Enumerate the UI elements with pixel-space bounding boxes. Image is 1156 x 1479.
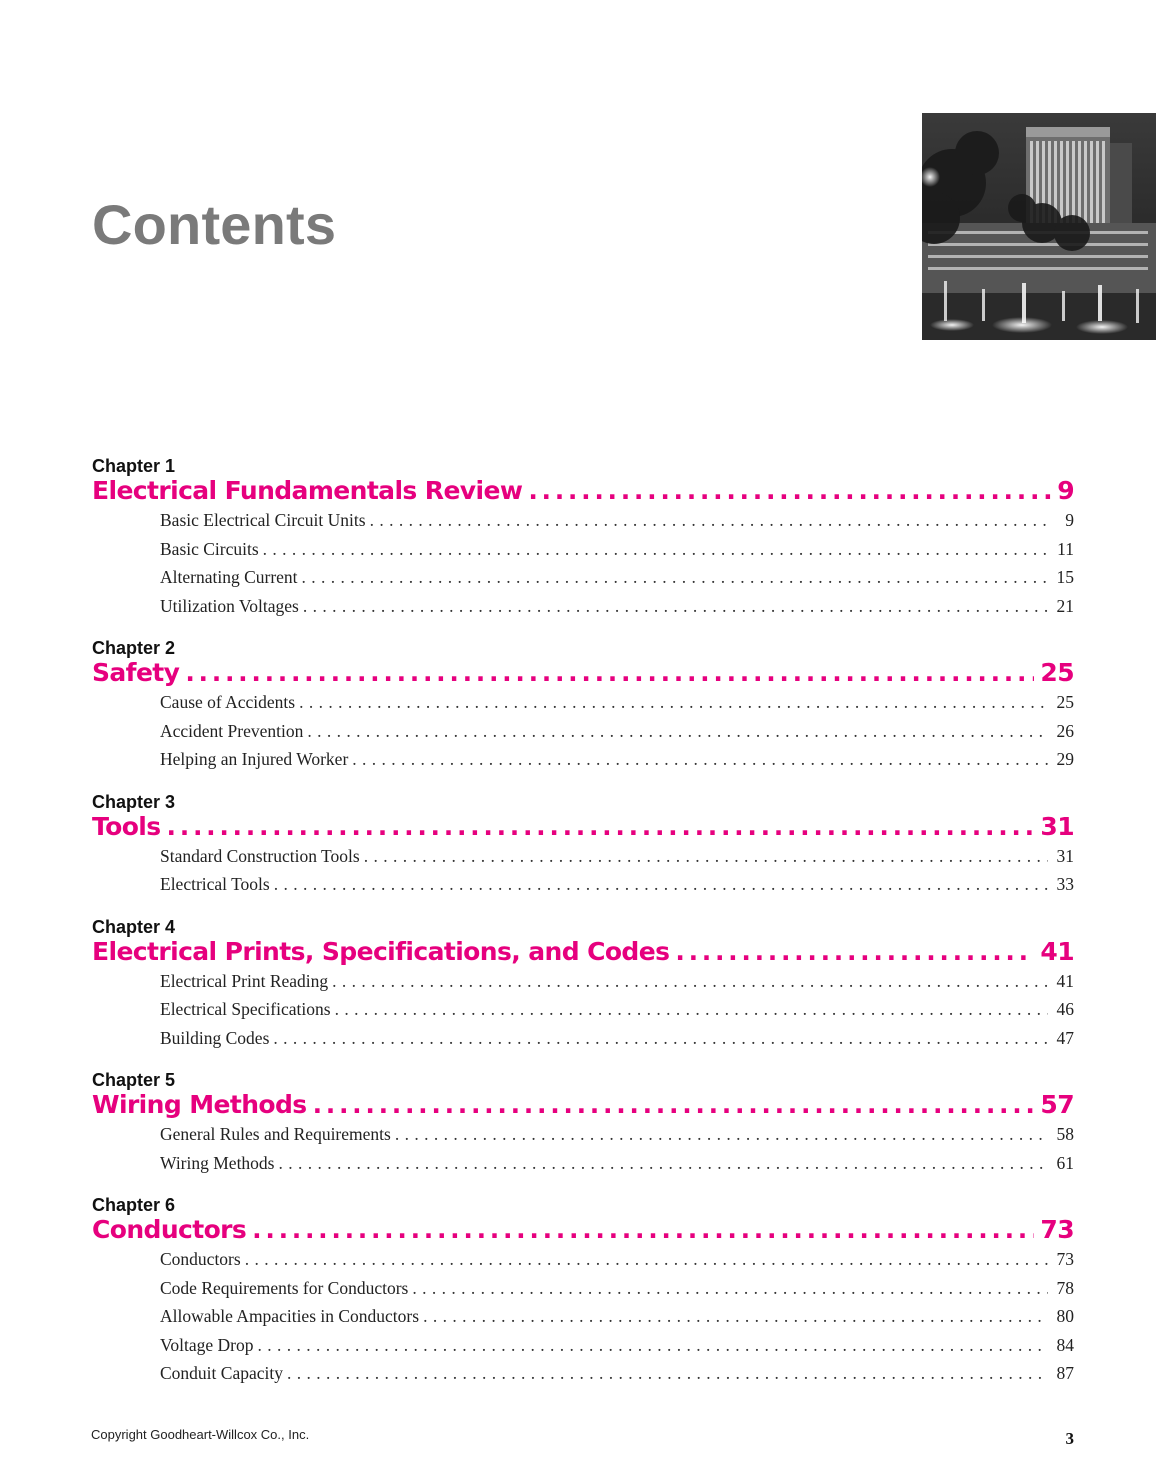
section-page-number: 21 bbox=[1056, 595, 1074, 616]
chapter-page-number: 9 bbox=[1057, 476, 1074, 505]
chapter-title-link[interactable] bbox=[92, 1215, 1074, 1245]
dot-leader bbox=[257, 1331, 1048, 1360]
dot-leader bbox=[245, 1245, 1048, 1274]
section-list bbox=[92, 967, 1074, 1053]
dot-leader bbox=[273, 1024, 1048, 1053]
copyright-notice: Copyright Goodheart-Willcox Co., Inc. bbox=[91, 1427, 310, 1442]
dot-leader bbox=[352, 745, 1048, 774]
dot-leader bbox=[412, 1274, 1048, 1303]
section-entry[interactable] bbox=[160, 1302, 1074, 1331]
section-page-number: 33 bbox=[1056, 874, 1074, 894]
dot-leader bbox=[335, 995, 1048, 1024]
chapter-entry bbox=[92, 1068, 1074, 1177]
chapter-page-number: 57 bbox=[1040, 1090, 1074, 1119]
dot-leader bbox=[370, 506, 1048, 535]
section-entry[interactable] bbox=[160, 1120, 1074, 1149]
section-entry[interactable] bbox=[160, 1024, 1074, 1053]
dot-leader bbox=[252, 1215, 1034, 1245]
dot-leader bbox=[303, 592, 1048, 621]
dot-leader bbox=[274, 870, 1048, 899]
section-title: Utilization Voltages bbox=[160, 595, 299, 616]
chapter-title: Electrical Fundamentals Review bbox=[92, 476, 523, 505]
section-entry[interactable] bbox=[160, 717, 1074, 746]
section-title: Accident Prevention bbox=[160, 720, 304, 741]
chapter-label: Chapter 3 bbox=[92, 791, 176, 812]
section-page-number: 58 bbox=[1056, 1124, 1074, 1144]
chapter-title: Tools bbox=[92, 811, 161, 841]
section-page-number: 73 bbox=[1056, 1249, 1074, 1269]
chapter-entry bbox=[92, 915, 1074, 1053]
section-list bbox=[92, 842, 1074, 899]
section-page-number: 78 bbox=[1056, 1277, 1074, 1298]
section-page-number: 11 bbox=[1057, 538, 1074, 559]
chapter-title: Conductors bbox=[92, 1215, 247, 1244]
dot-leader bbox=[675, 937, 1034, 967]
section-entry[interactable] bbox=[160, 563, 1074, 592]
section-page-number: 46 bbox=[1056, 999, 1074, 1019]
dot-leader bbox=[185, 658, 1034, 688]
dot-leader bbox=[167, 812, 1035, 842]
section-entry[interactable] bbox=[160, 842, 1074, 871]
chapter-title: Electrical Prints, Specifications, and Codes bbox=[92, 936, 670, 966]
section-title: Wiring Methods bbox=[160, 1152, 275, 1173]
section-page-number: 47 bbox=[1056, 1027, 1074, 1048]
section-list bbox=[92, 1120, 1074, 1177]
section-title: Basic Circuits bbox=[160, 538, 259, 559]
section-page-number: 84 bbox=[1056, 1334, 1074, 1355]
page-number: 3 bbox=[1065, 1429, 1074, 1448]
section-page-number: 25 bbox=[1056, 692, 1074, 712]
chapter-label: Chapter 5 bbox=[92, 1070, 176, 1090]
chapter-page-number: 25 bbox=[1040, 658, 1074, 687]
dot-leader bbox=[299, 688, 1048, 717]
chapter-label: Chapter 1 bbox=[92, 456, 176, 476]
section-page-number: 61 bbox=[1056, 1152, 1074, 1173]
section-entry[interactable] bbox=[160, 592, 1074, 621]
chapter-entry bbox=[92, 454, 1074, 620]
section-entry[interactable] bbox=[160, 995, 1074, 1024]
section-page-number: 41 bbox=[1056, 970, 1074, 991]
section-entry[interactable] bbox=[160, 688, 1074, 717]
section-title: Alternating Current bbox=[160, 567, 298, 587]
chapter-entry bbox=[92, 636, 1074, 774]
dot-leader bbox=[279, 1149, 1049, 1178]
section-title: Electrical Print Reading bbox=[160, 970, 329, 991]
section-title: Standard Construction Tools bbox=[160, 845, 360, 866]
chapter-title: Wiring Methods bbox=[92, 1090, 307, 1119]
chapter-title: Safety bbox=[92, 658, 180, 687]
section-title: Conductors bbox=[160, 1249, 241, 1269]
section-title: Electrical Tools bbox=[160, 874, 270, 894]
chapter-title-link[interactable] bbox=[92, 658, 1074, 688]
section-entry[interactable] bbox=[160, 1331, 1074, 1360]
dot-leader bbox=[528, 476, 1051, 506]
section-title: Building Codes bbox=[160, 1027, 270, 1048]
section-title: Electrical Specifications bbox=[160, 999, 331, 1019]
section-entry[interactable] bbox=[160, 1274, 1074, 1303]
section-list bbox=[92, 506, 1074, 620]
chapter-entry bbox=[92, 1193, 1074, 1388]
section-title: Voltage Drop bbox=[160, 1334, 254, 1355]
section-list bbox=[92, 688, 1074, 774]
chapter-label: Chapter 4 bbox=[92, 916, 176, 937]
section-page-number: 87 bbox=[1056, 1363, 1074, 1383]
chapter-title-link[interactable] bbox=[92, 812, 1074, 842]
chapter-page-number: 31 bbox=[1040, 811, 1074, 841]
section-entry[interactable] bbox=[160, 1245, 1074, 1274]
section-list bbox=[92, 1245, 1074, 1388]
section-page-number: 31 bbox=[1056, 845, 1074, 866]
dot-leader bbox=[395, 1120, 1048, 1149]
section-title: General Rules and Requirements bbox=[160, 1124, 391, 1144]
section-title: Code Requirements for Conductors bbox=[160, 1277, 409, 1298]
dot-leader bbox=[332, 967, 1048, 996]
section-page-number: 29 bbox=[1056, 749, 1074, 769]
section-entry[interactable] bbox=[160, 506, 1074, 535]
dot-leader bbox=[313, 1090, 1035, 1120]
dot-leader bbox=[364, 842, 1048, 871]
section-title: Conduit Capacity bbox=[160, 1363, 283, 1383]
chapter-title-link[interactable] bbox=[92, 937, 1074, 967]
chapter-entry bbox=[92, 790, 1074, 899]
chapter-page-number: 41 bbox=[1040, 936, 1074, 966]
chapter-title-link[interactable] bbox=[92, 476, 1074, 506]
dot-leader bbox=[302, 563, 1048, 592]
chapter-title-link[interactable] bbox=[92, 1090, 1074, 1120]
section-title: Cause of Accidents bbox=[160, 692, 296, 712]
dot-leader bbox=[263, 535, 1048, 564]
dot-leader bbox=[423, 1302, 1048, 1331]
chapter-label: Chapter 2 bbox=[92, 638, 176, 658]
section-page-number: 26 bbox=[1056, 720, 1074, 741]
section-entry[interactable] bbox=[160, 967, 1074, 996]
table-of-contents bbox=[92, 454, 1074, 1404]
section-entry[interactable] bbox=[160, 870, 1074, 899]
section-page-number: 9 bbox=[1065, 510, 1074, 530]
chapter-label: Chapter 6 bbox=[92, 1195, 176, 1215]
dot-leader bbox=[287, 1359, 1048, 1388]
section-entry[interactable] bbox=[160, 1149, 1074, 1178]
section-title: Basic Electrical Circuit Units bbox=[160, 510, 366, 530]
city-building-night-photo bbox=[922, 113, 1156, 340]
section-entry[interactable] bbox=[160, 1359, 1074, 1388]
dot-leader bbox=[307, 717, 1048, 746]
section-entry[interactable] bbox=[160, 745, 1074, 774]
section-page-number: 15 bbox=[1056, 567, 1074, 587]
page-title: Contents bbox=[92, 193, 337, 256]
chapter-page-number: 73 bbox=[1040, 1215, 1074, 1244]
section-title: Allowable Ampacities in Conductors bbox=[160, 1306, 420, 1326]
section-entry[interactable] bbox=[160, 535, 1074, 564]
section-title: Helping an Injured Worker bbox=[160, 749, 349, 769]
section-page-number: 80 bbox=[1056, 1306, 1074, 1326]
